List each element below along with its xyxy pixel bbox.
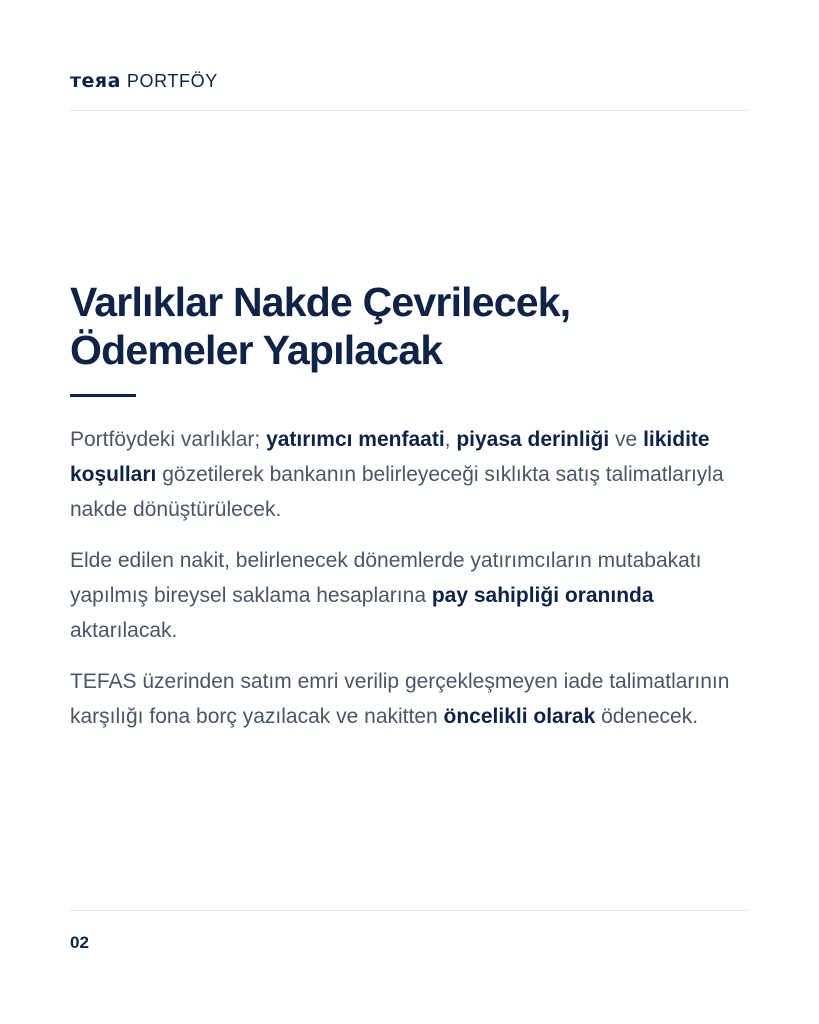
title-accent-bar — [70, 394, 136, 397]
text-segment: Elde edilen nakit, belirlenecek dönemlerde yatırımcıların mutabakatı yapılmış bireysel saklama hesaplarına — [70, 549, 702, 607]
title-line-2: Ödemeler Yapılacak — [70, 327, 443, 373]
header-divider — [70, 110, 749, 111]
emphasis-text: yatırımcı menfaati — [266, 428, 445, 451]
text-segment: Portföydeki varlıklar; — [70, 428, 267, 451]
emphasis-text: pay sahipliği oranında — [431, 584, 654, 607]
title-line-1: Varlıklar Nakde Çevrilecek, — [70, 279, 571, 325]
text-segment: gözetilerek bankanın belirleyeceği sıklıkta satış talimatlarıyla nakde dönüştürülecek. — [70, 463, 724, 521]
page-number: 02 — [70, 933, 89, 952]
body-content — [70, 422, 760, 750]
page-title — [70, 278, 750, 374]
text-segment: ve — [609, 428, 644, 451]
paragraph-3 — [70, 664, 760, 734]
emphasis-text: piyasa derinliği — [456, 428, 610, 451]
text-segment: ödenecek. — [595, 705, 699, 728]
paragraph-1 — [70, 422, 760, 527]
emphasis-text: likidite koşulları — [70, 428, 710, 486]
text-segment: , — [444, 428, 457, 451]
text-segment: aktarılacak. — [70, 619, 178, 642]
emphasis-text: öncelikli olarak — [443, 705, 596, 728]
logo-subtitle: PORTFÖY — [126, 71, 218, 91]
paragraph-2 — [70, 543, 760, 648]
text-segment: TEFAS üzerinden satım emri verilip gerçekleşmeyen iade talimatlarının karşılığı fona borç yazılacak ve nakitten — [70, 670, 730, 728]
footer-divider — [70, 910, 749, 911]
logo-wordmark: тeяa — [70, 70, 121, 92]
brand-logo — [70, 70, 218, 92]
